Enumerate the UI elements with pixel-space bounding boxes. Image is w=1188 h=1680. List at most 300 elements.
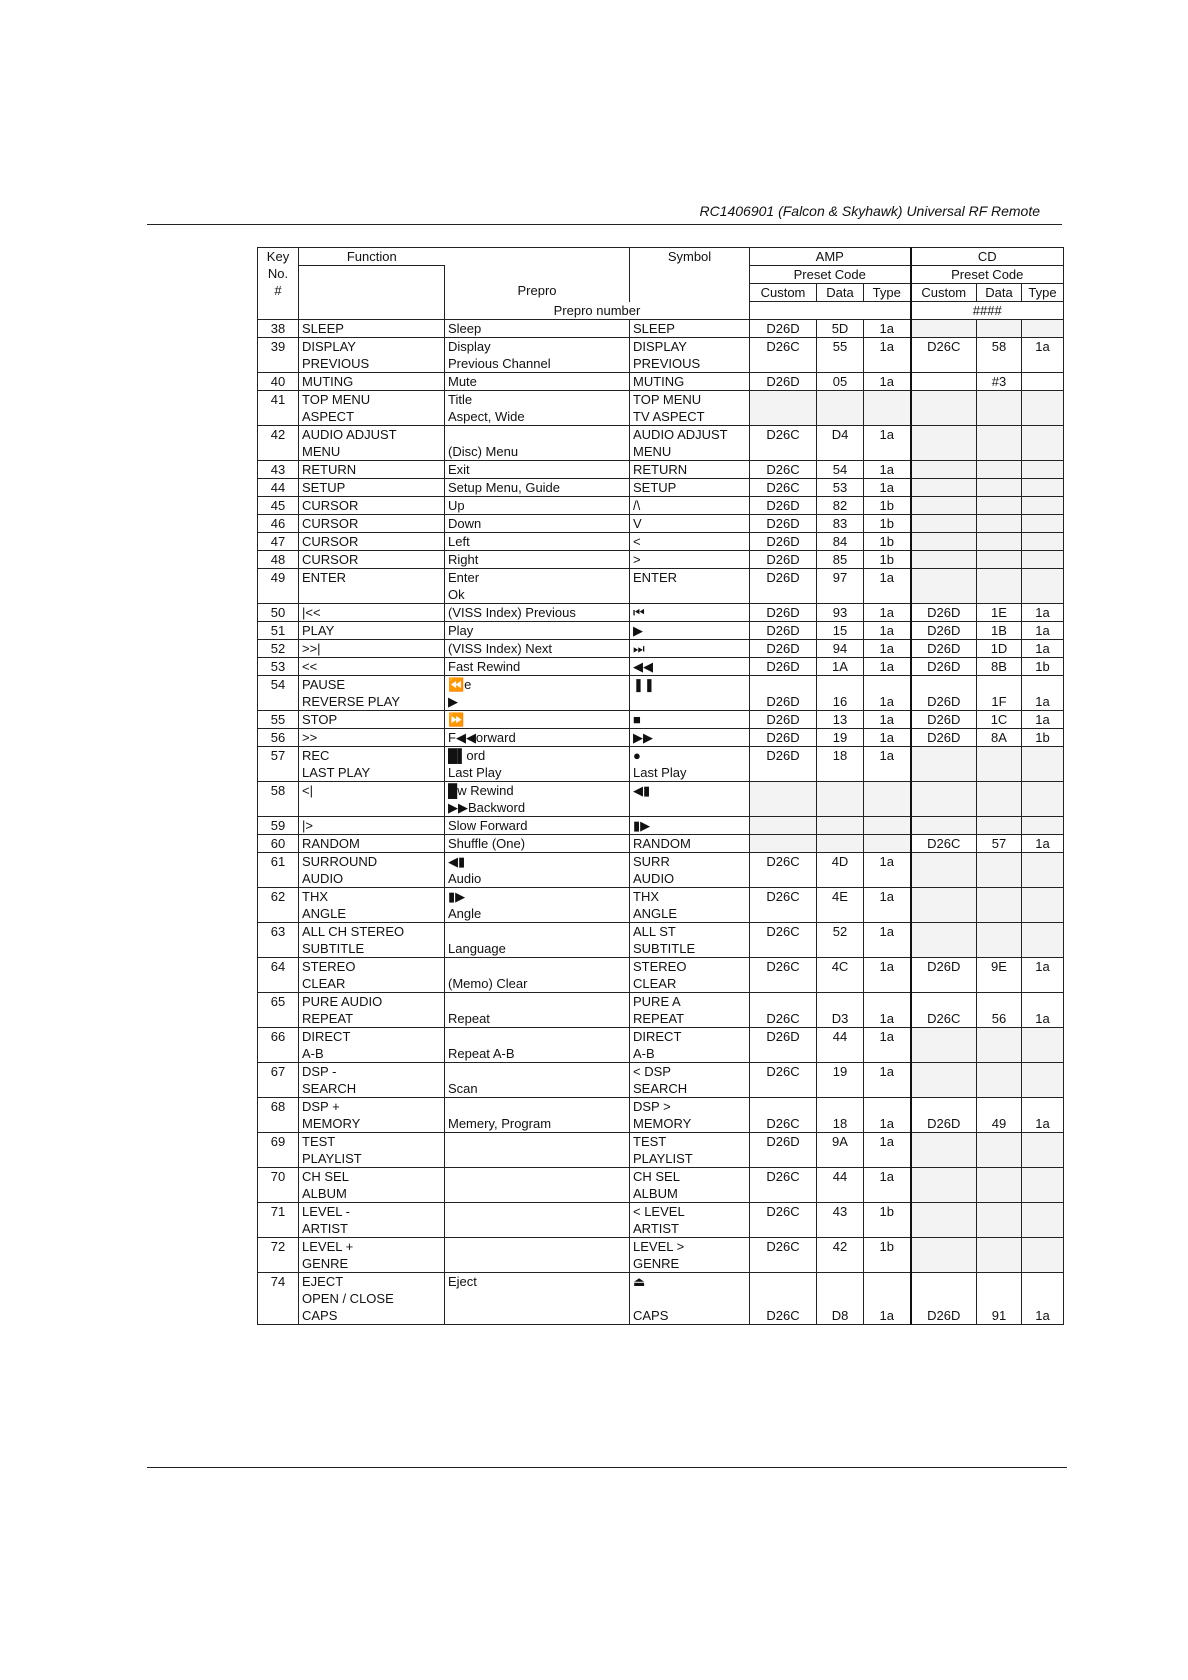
cd-type-cell: 1a xyxy=(1022,1273,1064,1325)
key-number: 49 xyxy=(258,569,299,604)
table-row xyxy=(258,1168,1064,1203)
amp-custom-cell: D26C xyxy=(750,923,817,958)
cd-data-cell xyxy=(977,497,1022,515)
amp-data-cell: 52 xyxy=(817,923,864,958)
symbol-cell: TOP MENU TV ASPECT xyxy=(630,391,750,426)
function-cell: DSP + MEMORY xyxy=(299,1098,445,1133)
symbol-cell: < LEVEL ARTIST xyxy=(630,1203,750,1238)
function-cell: ALL CH STEREO SUBTITLE xyxy=(299,923,445,958)
symbol-cell: ▶▶ xyxy=(630,729,750,747)
cd-custom-cell: D26D xyxy=(911,1098,977,1133)
key-number: 42 xyxy=(258,426,299,461)
key-number: 69 xyxy=(258,1133,299,1168)
table-row xyxy=(258,1273,1064,1325)
cd-type-cell xyxy=(1022,1028,1064,1063)
symbol-cell: V xyxy=(630,515,750,533)
cd-data-cell xyxy=(977,1203,1022,1238)
cd-custom-cell xyxy=(911,515,977,533)
header-cd-hash: #### xyxy=(911,302,1064,320)
amp-type-cell: 1a xyxy=(864,1273,911,1325)
amp-data-cell: 15 xyxy=(817,622,864,640)
amp-custom-cell: D26D xyxy=(750,622,817,640)
cd-type-cell: 1a xyxy=(1022,1098,1064,1133)
cd-data-cell xyxy=(977,853,1022,888)
prepro-cell xyxy=(445,1238,630,1273)
amp-data-cell: 16 xyxy=(817,676,864,711)
amp-data-cell: 82 xyxy=(817,497,864,515)
symbol-cell: ALL ST SUBTITLE xyxy=(630,923,750,958)
table-row xyxy=(258,993,1064,1028)
cd-custom-cell: D26D xyxy=(911,676,977,711)
prepro-cell: (VISS Index) Next xyxy=(445,640,630,658)
cd-custom-cell xyxy=(911,569,977,604)
symbol-cell: ⏮ xyxy=(630,604,750,622)
table-row xyxy=(258,835,1064,853)
prepro-cell: Language xyxy=(445,923,630,958)
function-cell: >>| xyxy=(299,640,445,658)
symbol-cell: DSP > MEMORY xyxy=(630,1098,750,1133)
amp-custom-cell: D26C xyxy=(750,1098,817,1133)
key-number: 45 xyxy=(258,497,299,515)
cd-custom-cell xyxy=(911,782,977,817)
amp-custom-cell: D26C xyxy=(750,853,817,888)
function-cell: TOP MENU ASPECT xyxy=(299,391,445,426)
key-number: 64 xyxy=(258,958,299,993)
table-row xyxy=(258,923,1064,958)
amp-custom-cell: D26D xyxy=(750,320,817,338)
amp-type-cell xyxy=(864,391,911,426)
amp-custom-cell: D26C xyxy=(750,1238,817,1273)
amp-custom-cell: D26D xyxy=(750,640,817,658)
amp-data-cell xyxy=(817,782,864,817)
amp-custom-cell: D26D xyxy=(750,604,817,622)
cd-data-cell xyxy=(977,320,1022,338)
amp-type-cell: 1a xyxy=(864,622,911,640)
amp-data-cell xyxy=(817,391,864,426)
key-number: 59 xyxy=(258,817,299,835)
header-cd-preset: Preset Code xyxy=(911,266,1064,284)
symbol-cell: RANDOM xyxy=(630,835,750,853)
cd-type-cell: 1b xyxy=(1022,658,1064,676)
amp-type-cell: 1a xyxy=(864,569,911,604)
function-cell: LEVEL + GENRE xyxy=(299,1238,445,1273)
cd-type-cell xyxy=(1022,515,1064,533)
table-row xyxy=(258,551,1064,569)
cd-type-cell: 1a xyxy=(1022,958,1064,993)
prepro-cell xyxy=(445,1168,630,1203)
amp-custom-cell: D26D xyxy=(750,747,817,782)
table-row xyxy=(258,958,1064,993)
cd-type-cell xyxy=(1022,1063,1064,1098)
function-cell: AUDIO ADJUST MENU xyxy=(299,426,445,461)
amp-data-cell: 9A xyxy=(817,1133,864,1168)
key-number: 61 xyxy=(258,853,299,888)
amp-type-cell: 1a xyxy=(864,1098,911,1133)
amp-custom-cell: D26D xyxy=(750,569,817,604)
cd-data-cell: 1F xyxy=(977,676,1022,711)
cd-type-cell xyxy=(1022,533,1064,551)
symbol-cell: ⏭ xyxy=(630,640,750,658)
amp-type-cell: 1a xyxy=(864,658,911,676)
cd-data-cell: 91 xyxy=(977,1273,1022,1325)
key-code-table xyxy=(257,247,1064,1325)
function-cell: MUTING xyxy=(299,373,445,391)
cd-data-cell xyxy=(977,569,1022,604)
symbol-cell: SETUP xyxy=(630,479,750,497)
symbol-cell: THX ANGLE xyxy=(630,888,750,923)
prepro-cell: Mute xyxy=(445,373,630,391)
cd-type-cell xyxy=(1022,551,1064,569)
amp-data-cell: 83 xyxy=(817,515,864,533)
amp-data-cell: 44 xyxy=(817,1168,864,1203)
amp-data-cell: 4E xyxy=(817,888,864,923)
header-amp-type: Type xyxy=(864,284,911,302)
table-row xyxy=(258,1203,1064,1238)
amp-custom-cell: D26D xyxy=(750,676,817,711)
cd-custom-cell xyxy=(911,426,977,461)
amp-custom-cell: D26D xyxy=(750,515,817,533)
function-cell: PAUSE REVERSE PLAY xyxy=(299,676,445,711)
amp-data-cell: 84 xyxy=(817,533,864,551)
key-number: 54 xyxy=(258,676,299,711)
cd-data-cell xyxy=(977,1063,1022,1098)
prepro-cell: (VISS Index) Previous xyxy=(445,604,630,622)
function-cell: TEST PLAYLIST xyxy=(299,1133,445,1168)
header-prepro: Prepro xyxy=(445,248,630,302)
cd-data-cell: 1E xyxy=(977,604,1022,622)
key-number: 47 xyxy=(258,533,299,551)
key-number: 58 xyxy=(258,782,299,817)
prepro-cell: Eject xyxy=(445,1273,630,1325)
cd-data-cell: #3 xyxy=(977,373,1022,391)
amp-custom-cell: D26C xyxy=(750,461,817,479)
symbol-cell: CH SEL ALBUM xyxy=(630,1168,750,1203)
amp-custom-cell: D26C xyxy=(750,1203,817,1238)
prepro-cell: Down xyxy=(445,515,630,533)
cd-type-cell xyxy=(1022,569,1064,604)
amp-data-cell: 53 xyxy=(817,479,864,497)
symbol-cell: RETURN xyxy=(630,461,750,479)
function-cell: LEVEL - ARTIST xyxy=(299,1203,445,1238)
key-number: 63 xyxy=(258,923,299,958)
cd-type-cell xyxy=(1022,923,1064,958)
amp-data-cell: D8 xyxy=(817,1273,864,1325)
cd-custom-cell: D26C xyxy=(911,338,977,373)
symbol-cell: ⏏ CAPS xyxy=(630,1273,750,1325)
cd-data-cell: 1D xyxy=(977,640,1022,658)
cd-data-cell: 1B xyxy=(977,622,1022,640)
cd-custom-cell xyxy=(911,320,977,338)
amp-data-cell: 42 xyxy=(817,1238,864,1273)
symbol-cell: DIRECT A-B xyxy=(630,1028,750,1063)
table-row xyxy=(258,888,1064,923)
cd-custom-cell: D26C xyxy=(911,835,977,853)
function-cell: SETUP xyxy=(299,479,445,497)
amp-type-cell: 1a xyxy=(864,461,911,479)
cd-custom-cell xyxy=(911,461,977,479)
table-row xyxy=(258,373,1064,391)
cd-custom-cell: D26D xyxy=(911,958,977,993)
amp-type-cell xyxy=(864,817,911,835)
cd-data-cell: 1C xyxy=(977,711,1022,729)
cd-data-cell xyxy=(977,426,1022,461)
table-row xyxy=(258,1238,1064,1273)
table-row xyxy=(258,461,1064,479)
key-number: 40 xyxy=(258,373,299,391)
cd-type-cell xyxy=(1022,497,1064,515)
function-cell: RANDOM xyxy=(299,835,445,853)
cd-custom-cell xyxy=(911,888,977,923)
amp-custom-cell xyxy=(750,835,817,853)
cd-type-cell: 1a xyxy=(1022,622,1064,640)
amp-data-cell xyxy=(817,835,864,853)
prepro-cell: Memery, Program xyxy=(445,1098,630,1133)
function-cell: |<< xyxy=(299,604,445,622)
amp-type-cell: 1a xyxy=(864,676,911,711)
cd-custom-cell xyxy=(911,551,977,569)
amp-type-cell: 1a xyxy=(864,1168,911,1203)
amp-type-cell: 1a xyxy=(864,338,911,373)
amp-custom-cell: D26D xyxy=(750,497,817,515)
key-number: 70 xyxy=(258,1168,299,1203)
cd-custom-cell: D26D xyxy=(911,729,977,747)
table-row xyxy=(258,676,1064,711)
amp-custom-cell xyxy=(750,391,817,426)
header-amp-hash-spacer xyxy=(750,302,911,320)
prepro-cell: Left xyxy=(445,533,630,551)
amp-data-cell: 93 xyxy=(817,604,864,622)
function-cell: CURSOR xyxy=(299,515,445,533)
function-cell: >> xyxy=(299,729,445,747)
cd-custom-cell xyxy=(911,1238,977,1273)
function-cell: CURSOR xyxy=(299,497,445,515)
symbol-cell: ● Last Play xyxy=(630,747,750,782)
header-amp-preset: Preset Code xyxy=(750,266,911,284)
prepro-cell: Right xyxy=(445,551,630,569)
function-cell: SURROUND AUDIO xyxy=(299,853,445,888)
symbol-cell: ❚❚ xyxy=(630,676,750,711)
amp-data-cell: 4D xyxy=(817,853,864,888)
cd-data-cell xyxy=(977,817,1022,835)
cd-data-cell xyxy=(977,391,1022,426)
prepro-cell: F◀◀orward xyxy=(445,729,630,747)
cd-custom-cell xyxy=(911,1203,977,1238)
cd-type-cell xyxy=(1022,1238,1064,1273)
prepro-cell: (Disc) Menu xyxy=(445,426,630,461)
prepro-cell: (Memo) Clear xyxy=(445,958,630,993)
prepro-cell xyxy=(445,1133,630,1168)
prepro-cell: Repeat A-B xyxy=(445,1028,630,1063)
symbol-cell: ◀▮ xyxy=(630,782,750,817)
function-cell: RETURN xyxy=(299,461,445,479)
table-row xyxy=(258,391,1064,426)
cd-custom-cell xyxy=(911,1133,977,1168)
function-cell: DSP - SEARCH xyxy=(299,1063,445,1098)
amp-type-cell: 1a xyxy=(864,604,911,622)
function-cell: |> xyxy=(299,817,445,835)
cd-data-cell: 8A xyxy=(977,729,1022,747)
prepro-cell: Scan xyxy=(445,1063,630,1098)
cd-data-cell: 58 xyxy=(977,338,1022,373)
amp-custom-cell: D26D xyxy=(750,1133,817,1168)
function-cell: PURE AUDIO REPEAT xyxy=(299,993,445,1028)
table-row xyxy=(258,729,1064,747)
cd-data-cell xyxy=(977,1238,1022,1273)
amp-type-cell xyxy=(864,782,911,817)
function-cell: DIRECT A-B xyxy=(299,1028,445,1063)
cd-type-cell xyxy=(1022,426,1064,461)
cd-custom-cell xyxy=(911,817,977,835)
symbol-cell: MUTING xyxy=(630,373,750,391)
cd-type-cell xyxy=(1022,1168,1064,1203)
amp-type-cell: 1a xyxy=(864,373,911,391)
cd-type-cell xyxy=(1022,373,1064,391)
amp-data-cell: D4 xyxy=(817,426,864,461)
prepro-cell: Exit xyxy=(445,461,630,479)
cd-type-cell: 1a xyxy=(1022,604,1064,622)
cd-data-cell xyxy=(977,747,1022,782)
symbol-cell: ◀◀ xyxy=(630,658,750,676)
key-number: 53 xyxy=(258,658,299,676)
symbol-cell: STEREO CLEAR xyxy=(630,958,750,993)
header-amp-custom: Custom xyxy=(750,284,817,302)
symbol-cell: LEVEL > GENRE xyxy=(630,1238,750,1273)
prepro-cell: ▮▶ Angle xyxy=(445,888,630,923)
symbol-cell: SURR AUDIO xyxy=(630,853,750,888)
cd-custom-cell xyxy=(911,533,977,551)
cd-type-cell xyxy=(1022,747,1064,782)
amp-type-cell: 1a xyxy=(864,1028,911,1063)
cd-custom-cell xyxy=(911,391,977,426)
table-row xyxy=(258,1063,1064,1098)
cd-type-cell xyxy=(1022,888,1064,923)
table-row xyxy=(258,1028,1064,1063)
amp-data-cell: 19 xyxy=(817,1063,864,1098)
cd-custom-cell: D26D xyxy=(911,658,977,676)
amp-custom-cell: D26C xyxy=(750,958,817,993)
amp-custom-cell: D26C xyxy=(750,1063,817,1098)
cd-type-cell xyxy=(1022,320,1064,338)
key-number: 65 xyxy=(258,993,299,1028)
header-key-no: Key No. # xyxy=(258,248,299,320)
header-cd-data: Data xyxy=(977,284,1022,302)
function-cell: CH SEL ALBUM xyxy=(299,1168,445,1203)
symbol-cell: /\ xyxy=(630,497,750,515)
amp-data-cell: 97 xyxy=(817,569,864,604)
prepro-cell: Setup Menu, Guide xyxy=(445,479,630,497)
amp-data-cell: 05 xyxy=(817,373,864,391)
function-cell: CURSOR xyxy=(299,551,445,569)
header-function-spacer xyxy=(299,266,445,320)
cd-type-cell: 1a xyxy=(1022,711,1064,729)
amp-custom-cell: D26C xyxy=(750,1273,817,1325)
function-cell: <| xyxy=(299,782,445,817)
amp-data-cell: 19 xyxy=(817,729,864,747)
table-row xyxy=(258,658,1064,676)
table-row xyxy=(258,569,1064,604)
amp-custom-cell: D26D xyxy=(750,373,817,391)
symbol-cell: < DSP SEARCH xyxy=(630,1063,750,1098)
symbol-cell: ENTER xyxy=(630,569,750,604)
amp-type-cell: 1a xyxy=(864,923,911,958)
symbol-cell: ■ xyxy=(630,711,750,729)
cd-type-cell: 1a xyxy=(1022,676,1064,711)
cd-custom-cell: D26D xyxy=(911,622,977,640)
amp-type-cell: 1a xyxy=(864,711,911,729)
amp-custom-cell: D26D xyxy=(750,551,817,569)
amp-custom-cell: D26D xyxy=(750,533,817,551)
function-cell: CURSOR xyxy=(299,533,445,551)
key-number: 62 xyxy=(258,888,299,923)
amp-data-cell: 5D xyxy=(817,320,864,338)
amp-data-cell xyxy=(817,817,864,835)
function-cell: SLEEP xyxy=(299,320,445,338)
amp-custom-cell: D26D xyxy=(750,711,817,729)
cd-data-cell xyxy=(977,1168,1022,1203)
cd-type-cell: 1a xyxy=(1022,338,1064,373)
header-cd-custom: Custom xyxy=(911,284,977,302)
amp-custom-cell: D26C xyxy=(750,1168,817,1203)
cd-data-cell xyxy=(977,515,1022,533)
prepro-cell: Sleep xyxy=(445,320,630,338)
symbol-cell: TEST PLAYLIST xyxy=(630,1133,750,1168)
amp-custom-cell: D26C xyxy=(750,888,817,923)
prepro-cell: Slow Forward xyxy=(445,817,630,835)
function-cell: STEREO CLEAR xyxy=(299,958,445,993)
table-row xyxy=(258,533,1064,551)
symbol-cell: PURE A REPEAT xyxy=(630,993,750,1028)
key-number: 48 xyxy=(258,551,299,569)
amp-type-cell: 1b xyxy=(864,551,911,569)
key-number: 71 xyxy=(258,1203,299,1238)
prepro-cell: █▌ord Last Play xyxy=(445,747,630,782)
cd-type-cell: 1a xyxy=(1022,640,1064,658)
amp-type-cell: 1a xyxy=(864,729,911,747)
cd-data-cell xyxy=(977,1133,1022,1168)
key-number: 38 xyxy=(258,320,299,338)
amp-custom-cell: D26D xyxy=(750,1028,817,1063)
cd-type-cell xyxy=(1022,1133,1064,1168)
amp-data-cell: 18 xyxy=(817,1098,864,1133)
table-row xyxy=(258,711,1064,729)
amp-type-cell: 1b xyxy=(864,1203,911,1238)
cd-custom-cell xyxy=(911,923,977,958)
key-number: 39 xyxy=(258,338,299,373)
key-number: 60 xyxy=(258,835,299,853)
cd-type-cell xyxy=(1022,1203,1064,1238)
key-number: 74 xyxy=(258,1273,299,1325)
prepro-cell: Shuffle (One) xyxy=(445,835,630,853)
symbol-cell: ▮▶ xyxy=(630,817,750,835)
table-row xyxy=(258,640,1064,658)
cd-data-cell xyxy=(977,461,1022,479)
table-row xyxy=(258,338,1064,373)
amp-type-cell: 1b xyxy=(864,515,911,533)
table-row xyxy=(258,782,1064,817)
table-row xyxy=(258,1098,1064,1133)
cd-data-cell xyxy=(977,782,1022,817)
amp-type-cell: 1a xyxy=(864,888,911,923)
cd-custom-cell xyxy=(911,497,977,515)
function-cell: EJECT OPEN / CLOSE CAPS xyxy=(299,1273,445,1325)
prepro-cell: ◀▮ Audio xyxy=(445,853,630,888)
amp-type-cell: 1a xyxy=(864,1133,911,1168)
key-number: 56 xyxy=(258,729,299,747)
symbol-cell: SLEEP xyxy=(630,320,750,338)
header-cd: CD xyxy=(911,248,1064,266)
prepro-cell: Enter Ok xyxy=(445,569,630,604)
header-symbol: Symbol xyxy=(630,248,750,302)
